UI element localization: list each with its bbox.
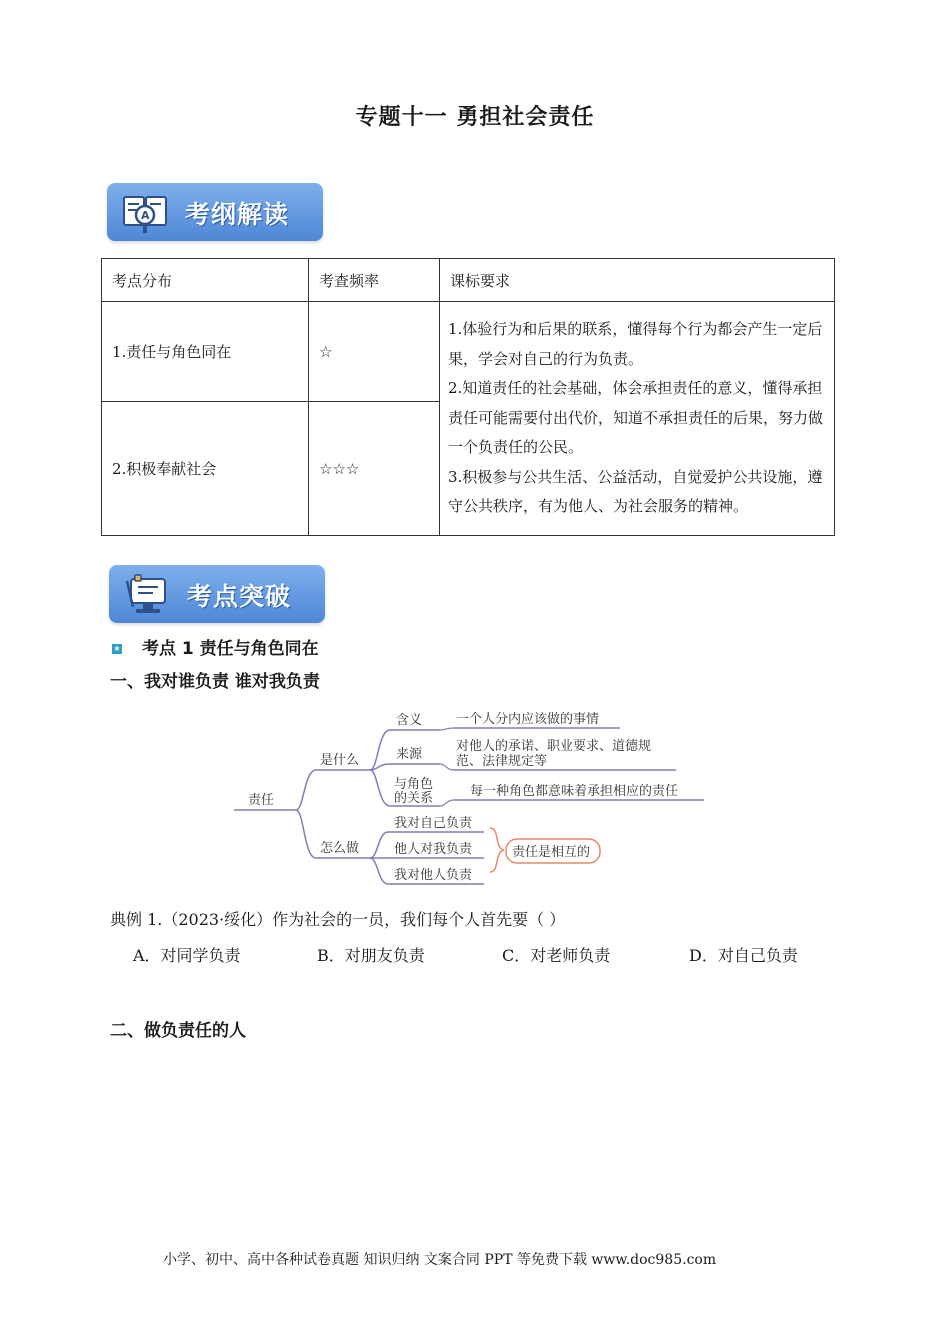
page-footer: 小学、初中、高中各种试卷真题 知识归纳 文案合同 PPT 等免费下载 www.doc985.com xyxy=(163,1252,717,1268)
example-question: 典例 1.（2023·绥化）作为社会的一员，我们每个人首先要（ ） xyxy=(110,910,566,929)
mindmap-how-3: 我对他人负责 xyxy=(394,868,473,883)
mindmap-how-1: 我对自己负责 xyxy=(394,816,473,831)
option-c[interactable]: C．对老师负责 xyxy=(502,946,611,965)
computer-checklist-icon xyxy=(123,573,173,617)
mindmap-mutual: 责任是相互的 xyxy=(512,845,591,860)
mindmap-what: 是什么 xyxy=(320,753,360,768)
mindmap-relation-label-1: 与角色 xyxy=(394,777,434,792)
table-row xyxy=(102,302,835,402)
mindmap-source-text-1: 对他人的承诺、职业要求、道德规 xyxy=(456,739,652,754)
mindmap-source-text-2: 范、法律规定等 xyxy=(456,754,548,769)
row1-frequency: ☆ xyxy=(309,302,440,402)
star-square-icon: ★ xyxy=(113,644,121,653)
mindmap-relation-text: 每一种角色都意味着承担相应的责任 xyxy=(470,784,679,799)
requirements-cell xyxy=(440,302,835,536)
point1-label: 考点 1 责任与角色同在 xyxy=(142,639,319,659)
mindmap-source-label: 来源 xyxy=(396,747,423,762)
responsibility-mindmap xyxy=(228,698,720,894)
svg-text:A: A xyxy=(141,209,150,222)
mindmap-meaning-text: 一个人分内应该做的事情 xyxy=(456,712,600,727)
syllabus-table xyxy=(101,258,835,536)
mindmap-relation-label-2: 的关系 xyxy=(394,791,434,806)
option-d[interactable]: D．对自己负责 xyxy=(689,946,798,965)
option-b[interactable]: B．对朋友负责 xyxy=(317,946,425,965)
requirement-3: 3.积极参与公共生活、公益活动，自觉爱护公共设施，遵守公共秩序，有为他人、为社会服务的精神。 xyxy=(448,467,823,516)
syllabus-banner-label: 考纲解读 xyxy=(185,200,290,229)
row1-point: 1.责任与角色同在 xyxy=(102,302,309,402)
section2-heading: 二、做负责任的人 xyxy=(110,1021,246,1041)
table-header-row xyxy=(102,259,835,302)
row2-frequency: ☆☆☆ xyxy=(309,402,440,536)
breakthrough-banner-label: 考点突破 xyxy=(187,582,292,611)
book-magnifier-icon xyxy=(121,191,171,235)
requirement-2: 2.知道责任的社会基础，体会承担责任的意义，懂得承担责任可能需要付出代价，知道不承担责任的后果，努力做一个负责任的公民。 xyxy=(448,379,824,457)
branch-how xyxy=(296,810,316,858)
breakthrough-banner xyxy=(109,565,325,623)
row2-point: 2.积极奉献社会 xyxy=(102,402,309,536)
requirement-1: 1.体验行为和后果的联系，懂得每个行为都会产生一定后果，学会对自己的行为负责。 xyxy=(448,320,823,368)
syllabus-banner xyxy=(107,183,323,241)
header-frequency: 考查频率 xyxy=(309,259,440,302)
mindmap-root: 责任 xyxy=(248,793,275,808)
option-a[interactable]: A．对同学负责 xyxy=(133,946,241,965)
section1-heading: 一、我对谁负责 谁对我负责 xyxy=(110,672,320,692)
mindmap-how: 怎么做 xyxy=(320,841,360,856)
branch-what xyxy=(296,770,316,810)
mindmap-how-2: 他人对我负责 xyxy=(394,842,473,857)
header-requirements: 课标要求 xyxy=(440,259,835,302)
mindmap-bracket xyxy=(490,828,504,872)
page-title: 专题十一 勇担社会责任 xyxy=(355,105,595,130)
mindmap-meaning-label: 含义 xyxy=(396,713,423,728)
point1-heading xyxy=(112,634,319,659)
header-point: 考点分布 xyxy=(102,259,309,302)
